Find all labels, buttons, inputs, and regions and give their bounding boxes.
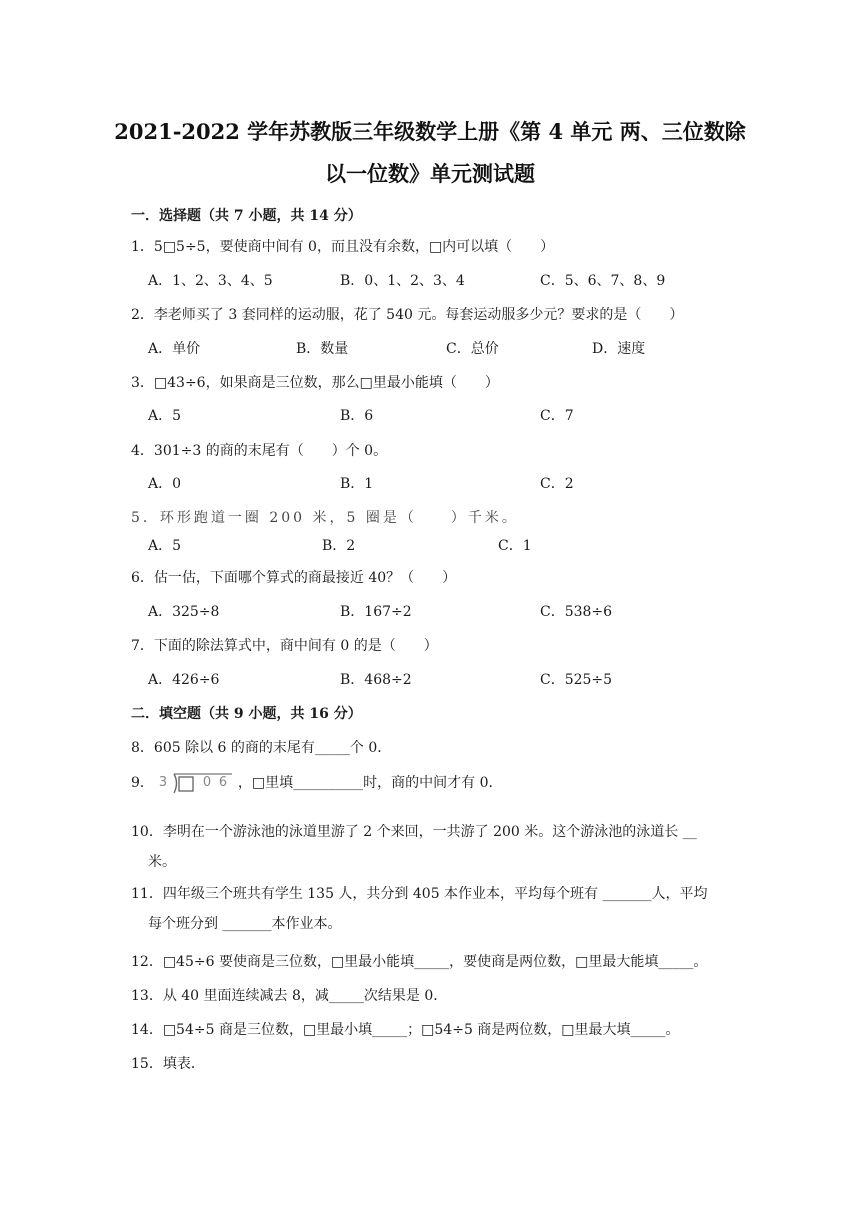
question-7: 7．下面的除法算式中，商中间有 0 的是（ ）	[131, 638, 438, 654]
q2-option-b: B．数量	[296, 341, 349, 357]
q9-prefix: 9．	[131, 775, 154, 791]
long-division-figure	[156, 771, 234, 795]
question-13: 13．从 40 里面连续减去 8，减_____次结果是 0．	[131, 988, 448, 1004]
question-11-line-2: 每个班分到 _______本作业本。	[148, 916, 342, 932]
q9-suffix: ，□里填__________时，商的中间才有 0．	[237, 775, 503, 791]
q6-option-b: B．167÷2	[340, 604, 412, 620]
section-2-heading: 二．填空题（共 9 小题，共 16 分）	[131, 706, 362, 722]
figure-digit-six: 6	[218, 775, 228, 790]
question-4: 4．301÷3 的商的末尾有（ ）个 0。	[131, 443, 388, 459]
q2-option-a: A．单价	[148, 341, 201, 357]
q4-option-a: A．0	[148, 476, 182, 492]
q6-option-c: C．538÷6	[540, 604, 613, 620]
q3-option-c: C．7	[540, 408, 574, 424]
q6-option-a: A．325÷8	[148, 604, 220, 620]
q2-option-c: C．总价	[446, 341, 499, 357]
q1-option-c: C．5、6、7、8、9	[540, 273, 666, 289]
figure-divisor: 3	[158, 775, 168, 790]
q1-option-a: A．1、2、3、4、5	[148, 273, 273, 289]
question-3: 3．□43÷6，如果商是三位数，那么□里最小能填（ ）	[131, 375, 499, 391]
q5-option-a: A．5	[148, 538, 182, 554]
q7-option-a: A．426÷6	[148, 672, 220, 688]
q4-option-b: B．1	[340, 476, 374, 492]
question-14: 14．□54÷5 商是三位数，□里最小填_____；□54÷5 商是两位数，□里最大填_____。	[131, 1022, 680, 1038]
blank-box	[179, 777, 193, 791]
q7-option-c: C．525÷5	[540, 672, 613, 688]
q3-option-a: A．5	[148, 408, 182, 424]
q2-option-d: D．速度	[592, 341, 646, 357]
question-8: 8．605 除以 6 的商的末尾有_____个 0．	[131, 740, 392, 756]
question-12: 12．□45÷6 要使商是三位数，□里最小能填_____，要使商是两位数，□里最大能填_____。	[131, 954, 708, 970]
question-9	[131, 771, 503, 797]
figure-digit-zero: 0	[202, 775, 212, 790]
title-line-1: 2021-2022 学年苏教版三年级数学上册《第 4 单元 两、三位数除	[114, 119, 746, 144]
q4-option-c: C．2	[540, 476, 574, 492]
question-5: 5．环形跑道一圈 200 米，5 圈是（ ）千米。	[131, 510, 519, 526]
q1-option-b: B．0、1、2、3、4	[340, 273, 465, 289]
question-15: 15．填表．	[131, 1056, 205, 1072]
q5-option-c: C．1	[498, 538, 532, 554]
q5-option-b: B．2	[322, 538, 356, 554]
question-10-line-2: 米。	[148, 854, 176, 870]
question-10-line-1: 10．李明在一个游泳池的泳道里游了 2 个来回，一共游了 200 米。这个游泳池的泳道长 __	[131, 824, 697, 840]
question-11-line-1: 11．四年级三个班共有学生 135 人，共分到 405 本作业本，平均每个班有 _______人，平均	[131, 886, 708, 902]
q7-option-b: B．468÷2	[340, 672, 412, 688]
question-2: 2．李老师买了 3 套同样的运动服，花了 540 元。每套运动服多少元？要求的是（ ）	[131, 307, 684, 323]
question-1: 1．5□5÷5，要使商中间有 0，而且没有余数，□内可以填（ ）	[131, 239, 555, 255]
title-line-2: 以一位数》单元测试题	[325, 161, 535, 186]
q3-option-b: B．6	[340, 408, 374, 424]
question-6: 6．估一估，下面哪个算式的商最接近 40？（ ）	[131, 570, 457, 586]
section-1-heading: 一．选择题（共 7 小题，共 14 分）	[131, 208, 362, 224]
